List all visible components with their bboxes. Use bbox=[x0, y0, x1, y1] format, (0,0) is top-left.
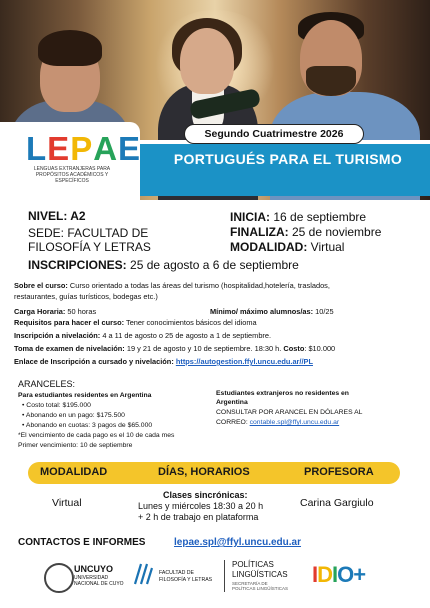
idio-letter-1: D bbox=[317, 562, 333, 587]
uncuyo-seal-icon bbox=[44, 563, 74, 593]
person-right-beard bbox=[306, 66, 356, 96]
carga-label: Carga Horaria: bbox=[14, 307, 66, 316]
sobre-line2: restaurantes, guías turísticos, bodegas etc.) bbox=[14, 292, 158, 301]
lepae-letter-4: E bbox=[118, 130, 142, 167]
idio-logo bbox=[312, 562, 365, 588]
schedule-modalidad: Virtual bbox=[52, 497, 82, 509]
course-title: PORTUGUÉS PARA EL TURISMO bbox=[173, 151, 403, 167]
extranjeros-title-2: Argentina bbox=[216, 399, 248, 406]
arancel-item-3-text: Abonando en cuotas: 3 pagos de $65.000 bbox=[25, 422, 153, 429]
nivel-value: A2 bbox=[70, 209, 86, 223]
uncuyo-sub-2: NACIONAL DE CUYO bbox=[74, 581, 124, 587]
residentes-title: Para estudiantes residentes en Argentina bbox=[18, 392, 152, 399]
arancel-item-1: • Costo total: $195.000 bbox=[22, 402, 91, 409]
header-profesora: PROFESORA bbox=[304, 466, 374, 478]
modalidad-value: Virtual bbox=[310, 240, 345, 254]
modalidad-line bbox=[230, 241, 344, 254]
pl-line-2: LINGÜÍSTICAS bbox=[232, 570, 288, 579]
requisitos-label: Requisitos para hacer el curso: bbox=[14, 318, 125, 327]
carga-line bbox=[14, 307, 96, 317]
ffyl-line-1: FACULTAD DE bbox=[159, 570, 194, 576]
arancel-item-2: • Abonando en un pago: $175.500 bbox=[22, 412, 125, 419]
uncuyo-name: UNCUYO bbox=[74, 564, 114, 574]
contact-email-link[interactable]: lepae.spl@ffyl.uncu.edu.ar bbox=[174, 537, 302, 548]
enlace-link[interactable]: https://autogestion.ffyl.uncu.edu.ar//PL bbox=[175, 357, 313, 366]
toma-line bbox=[14, 344, 335, 354]
finaliza-label: FINALIZA: bbox=[230, 225, 289, 239]
requisitos-value: Tener conocimientos básicos del idioma bbox=[126, 318, 257, 327]
modalidad-label: MODALIDAD: bbox=[230, 240, 308, 254]
lepae-letter-0: L bbox=[26, 130, 48, 167]
alumnos-label: Mínimo/ máximo alumnos/as: bbox=[210, 307, 314, 316]
costo-value: : $10.000 bbox=[304, 344, 336, 353]
inscripciones-line bbox=[28, 259, 299, 272]
sede-line1: SEDE: FACULTAD DE bbox=[28, 226, 149, 240]
arancel-item-1-text: Costo total: $195.000 bbox=[26, 402, 91, 409]
person-left-hair bbox=[38, 30, 102, 66]
contable-email-link[interactable]: contable.spl@ffyl.uncu.edu.ar bbox=[249, 419, 340, 426]
pl-line-3: SECRETARÍA DE bbox=[232, 581, 268, 586]
requisitos-line bbox=[14, 318, 257, 328]
costo-label: Costo bbox=[283, 344, 305, 353]
toma-label: Toma de examen de nivelación: bbox=[14, 344, 125, 353]
inscripciones-label: INSCRIPCIONES: bbox=[28, 258, 127, 272]
arancel-item-2-text: Abonando en un pago: $175.500 bbox=[25, 412, 125, 419]
idio-letter-4: + bbox=[353, 562, 366, 587]
contact-label: CONTACTOS E INFORMES bbox=[18, 537, 146, 548]
sede-line2: FILOSOFÍA Y LETRAS bbox=[28, 240, 151, 254]
sobre-line1 bbox=[14, 281, 330, 291]
alumnos-line bbox=[210, 307, 334, 317]
nivel-label: NIVEL: bbox=[28, 209, 68, 223]
uncuyo-sub-1: UNIVERSIDAD bbox=[74, 575, 109, 581]
extranjeros-title-1: Estudiantes extranjeros no residentes en bbox=[216, 390, 349, 397]
correo-label: CORREO: bbox=[216, 419, 248, 426]
enlace-label: Enlace de Inscripción a cursado y nivelación: bbox=[14, 357, 174, 366]
nivel-line bbox=[28, 210, 86, 223]
alumnos-value: 10/25 bbox=[315, 307, 334, 316]
idio-letter-0: I bbox=[312, 562, 318, 587]
idio-letter-3: O bbox=[337, 562, 354, 587]
arancel-note-1: *El vencimiento de cada pago es el 10 de cada mes bbox=[18, 432, 175, 439]
schedule-clases-title: Clases sincrónicas: bbox=[163, 490, 248, 500]
sobre-text1: Curso orientado a todas las áreas del turismo (hospitalidad,hotelería, traslados, bbox=[69, 281, 330, 290]
extranjeros-text-2 bbox=[216, 419, 339, 428]
lepae-letter-3: A bbox=[93, 130, 119, 167]
toma-value: 19 y 21 de agosto y 10 de septiembre. 18:30 h. bbox=[126, 344, 282, 353]
lepae-subtitle: LENGUAS EXTRANJERAS PARA PROPÓSITOS ACADÉMICOS Y ESPECÍFICOS bbox=[33, 166, 111, 184]
inscripcion-label: Inscripción a nivelación: bbox=[14, 331, 101, 340]
pl-line-1: POLÍTICAS bbox=[232, 560, 274, 569]
lepae-letter-1: E bbox=[47, 130, 71, 167]
aranceles-title: ARANCELES: bbox=[18, 379, 76, 389]
lepae-letter-2: P bbox=[70, 130, 94, 167]
finaliza-value: 25 de noviembre bbox=[292, 225, 382, 239]
ffyl-logo-icon bbox=[133, 562, 153, 586]
person-center-head bbox=[180, 28, 234, 94]
footer-divider bbox=[224, 560, 225, 592]
schedule-clases-line2: + 2 h de trabajo en plataforma bbox=[138, 512, 259, 522]
finaliza-line bbox=[230, 226, 381, 239]
header-dias-horarios: DÍAS, HORARIOS bbox=[158, 466, 250, 478]
semester-pill: Segundo Cuatrimestre 2026 bbox=[184, 124, 364, 144]
arancel-note-2: Primer vencimiento: 10 de septiembre bbox=[18, 442, 133, 449]
inicia-line bbox=[230, 211, 366, 224]
idio-letter-2: I bbox=[332, 562, 338, 587]
header-modalidad: MODALIDAD bbox=[40, 466, 108, 478]
lepae-logo bbox=[26, 130, 141, 168]
schedule-clases-line1: Lunes y miércoles 18:30 a 20 h bbox=[138, 501, 264, 511]
inscripciones-value: 25 de agosto a 6 de septiembre bbox=[130, 258, 299, 272]
inscripcion-line bbox=[14, 331, 271, 341]
carga-value: 50 horas bbox=[67, 307, 97, 316]
sobre-label: Sobre el curso: bbox=[14, 281, 68, 290]
inicia-value: 16 de septiembre bbox=[273, 210, 367, 224]
inicia-label: INICIA: bbox=[230, 210, 270, 224]
schedule-profesora: Carina Gargiulo bbox=[300, 497, 374, 509]
ffyl-line-2: FILOSOFÍA Y LETRAS bbox=[159, 577, 213, 583]
enlace-line bbox=[14, 357, 313, 367]
extranjeros-text-1: CONSULTAR POR ARANCEL EN DÓLARES AL bbox=[216, 409, 363, 416]
inscripcion-value: 4 a 11 de agosto o 25 de agosto a 1 de septiembre. bbox=[102, 331, 272, 340]
arancel-item-3: • Abonando en cuotas: 3 pagos de $65.000 bbox=[22, 422, 153, 429]
pl-line-4: POLÍTICAS LINGÜÍSTICAS bbox=[232, 586, 289, 591]
